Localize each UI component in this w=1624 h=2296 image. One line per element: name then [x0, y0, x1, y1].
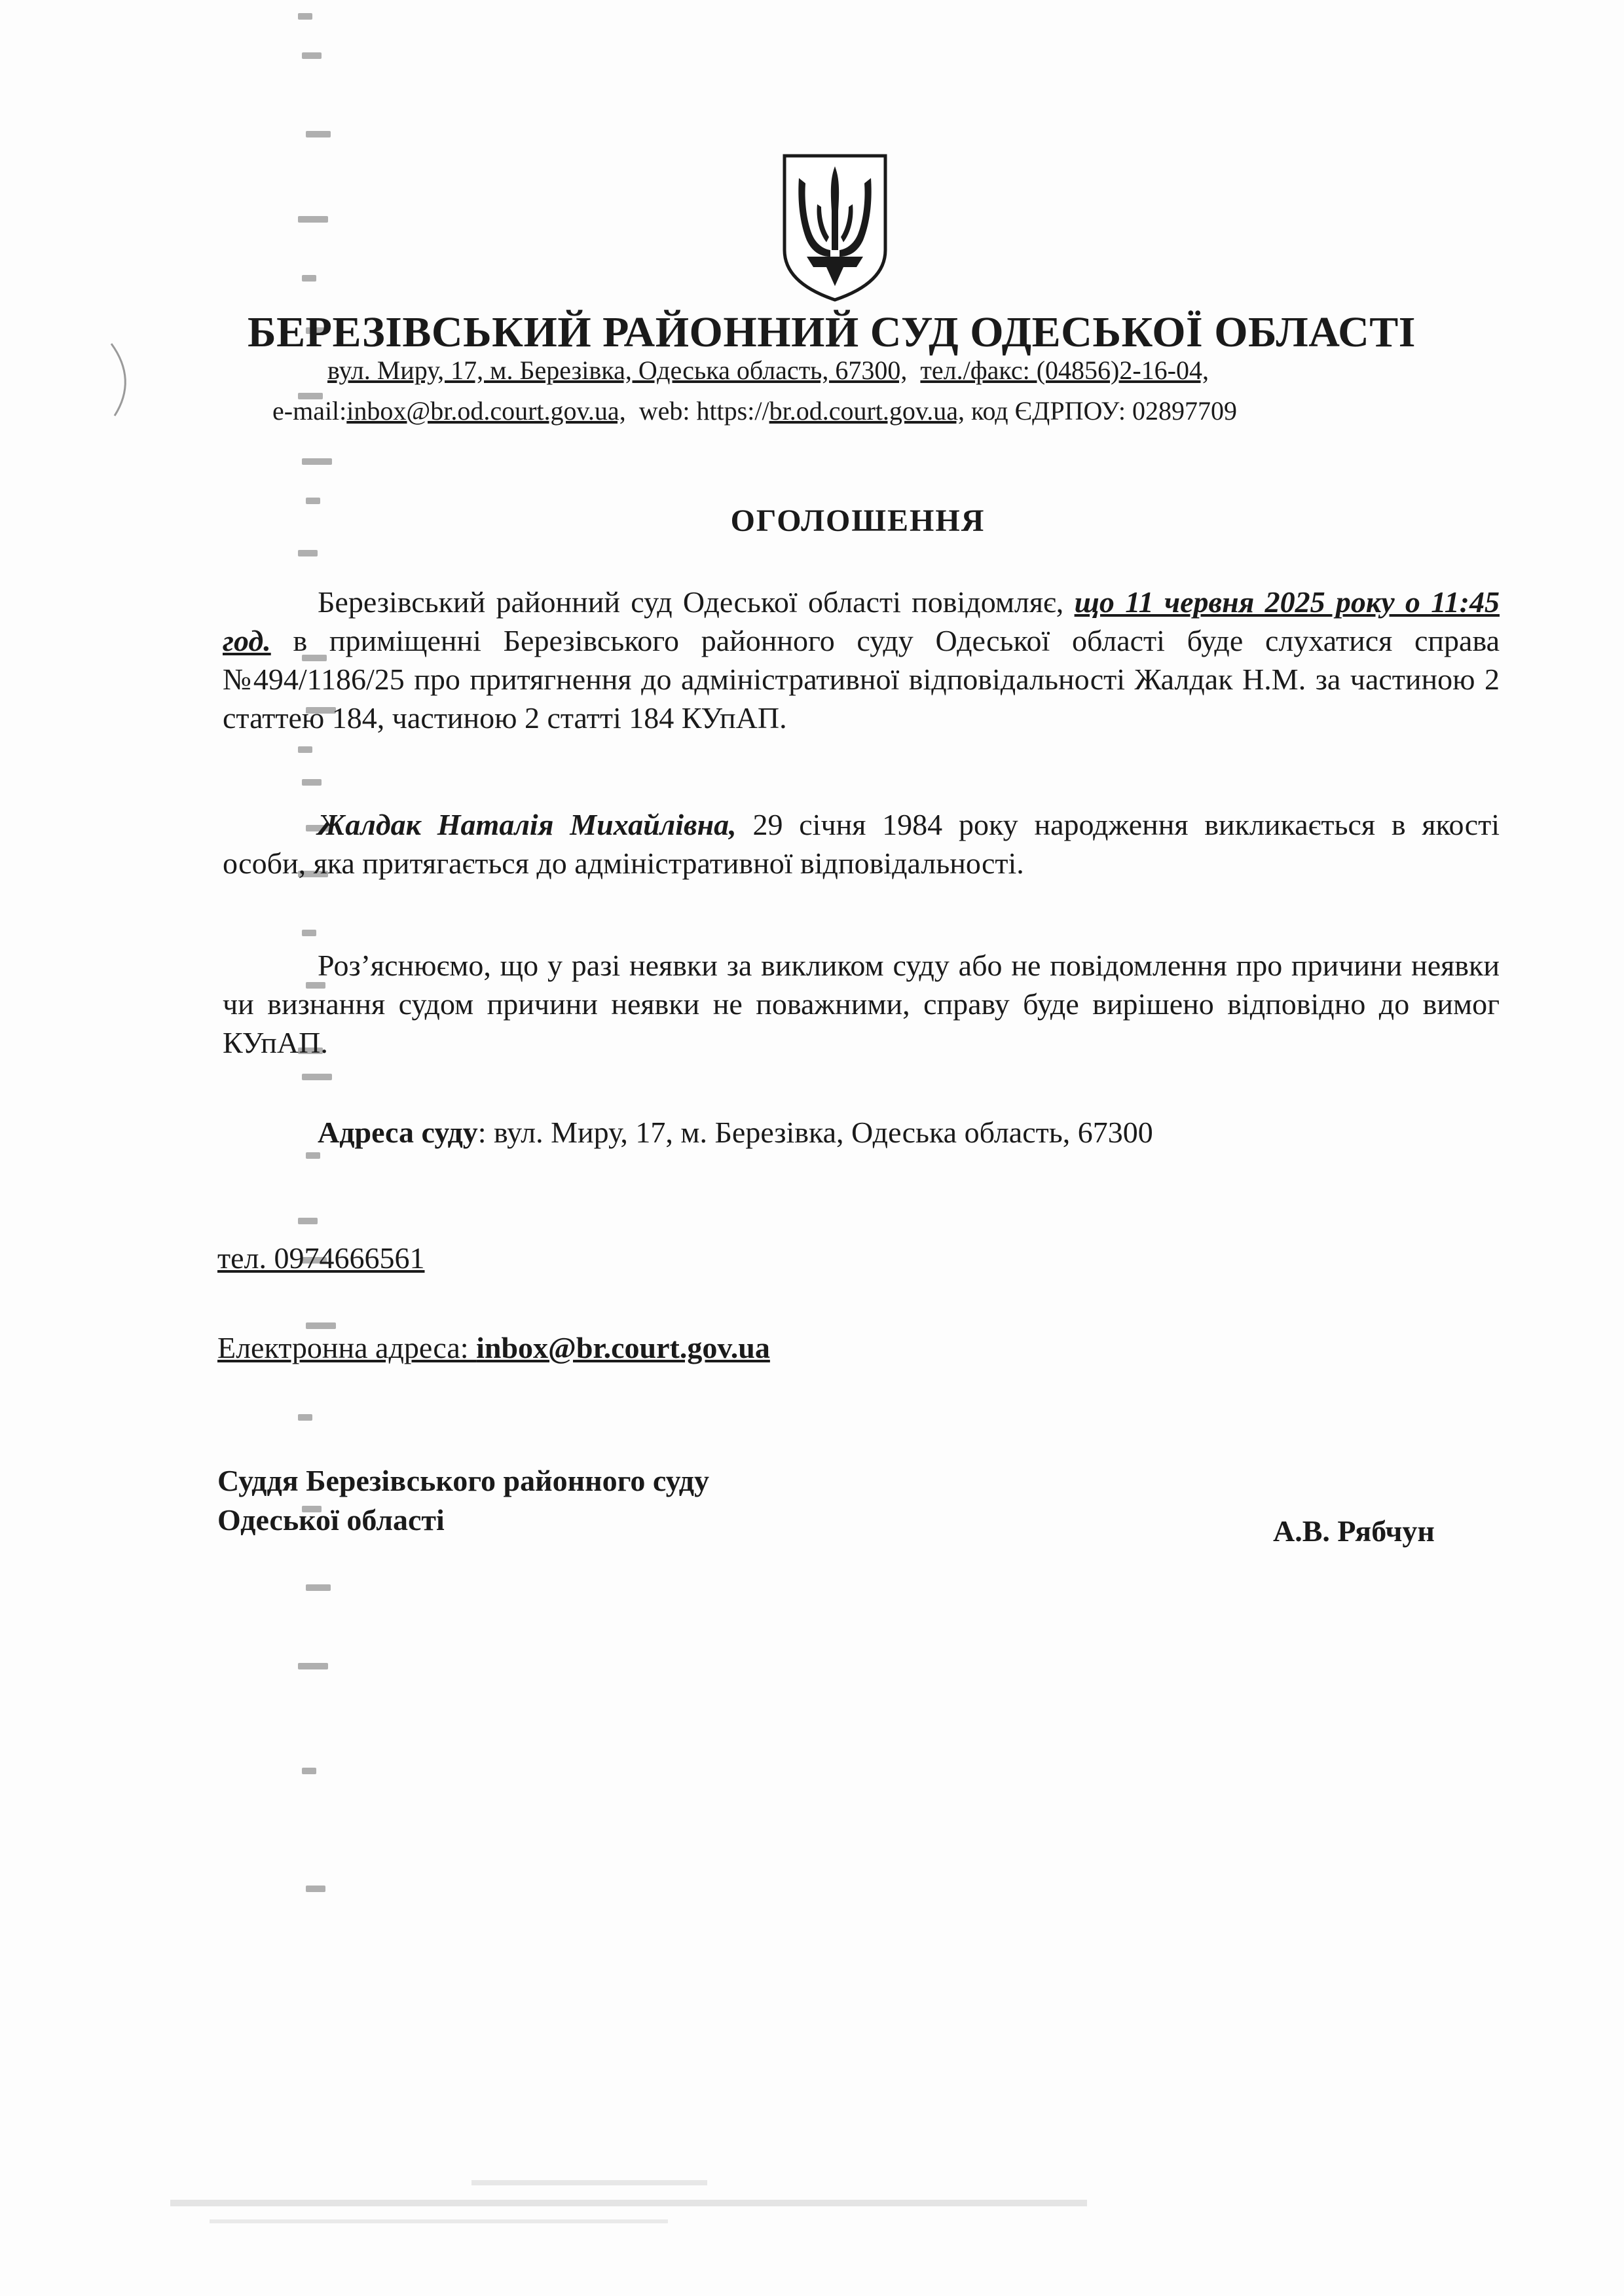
court-address: вул. Миру, 17, м. Березівка, Одеська область, 67300, [327, 355, 908, 385]
scan-artifact-mark [298, 1218, 318, 1224]
scan-artifact-mark [298, 550, 318, 556]
notice-paragraph-address [223, 1113, 1500, 1152]
notice-paragraph-explanation: Роз’яснюємо, що у разі неявки за викликом суду або не повідомлення про причини неявки чи визнання судом причини неявки не поважними, справу буде вирішено відповідно до вимог КУпАП. [223, 949, 1500, 1059]
scan-artifact-mark [302, 779, 322, 786]
court-online-contacts [272, 395, 1237, 426]
scan-artifact-mark [298, 216, 328, 223]
email-prefix: e-mail: [272, 396, 347, 426]
court-email-link[interactable]: inbox@br.od.court.gov.ua, [346, 396, 626, 426]
hearing-intro: Березівський районний суд Одеської області повідомляє, [318, 585, 1075, 619]
scan-artifact-mark [302, 1768, 316, 1774]
notice-title: ОГОЛОШЕННЯ [730, 503, 986, 538]
scan-artifact-mark [298, 746, 312, 753]
court-address-line [327, 355, 1209, 386]
contact-email-line [217, 1330, 770, 1365]
address-label: Адреса суду [318, 1116, 478, 1149]
judge-name: А.В. Рябчун [1273, 1514, 1435, 1548]
summoned-person-details: 29 січня 1984 року народження викликається в якості особи, яка притягається до адміністративної відповідальності. [223, 808, 1500, 880]
court-website-link[interactable]: br.od.court.gov.ua, [769, 396, 965, 426]
notice-paragraph-summoned [223, 805, 1500, 883]
scan-artifact-mark [302, 275, 316, 282]
hearing-details: в приміщенні Березівського районного суду Одеської області буде слухатися справа №494/1186/25 про притягнення до адміністративної відповідальності Жалдак Н.М. за частиною 2 статтею 184, частиною 2 статті 184 КУпАП. [223, 624, 1500, 735]
hearing-date: що 11 червня 2025 року о 11:45 год. [223, 585, 1500, 657]
judge-position-line1: Суддя Березівського районного суду [217, 1464, 710, 1497]
scan-artifact-mark [306, 1584, 331, 1591]
scan-artifact-mark [306, 1152, 320, 1159]
judge-position-line2: Одеської області [217, 1503, 445, 1537]
address-value: : вул. Миру, 17, м. Березівка, Одеська область, 67300 [477, 1116, 1153, 1149]
email-label: Електронна адреса: [217, 1331, 477, 1364]
scan-artifact-mark [306, 131, 331, 137]
scan-artifact-mark [302, 458, 332, 465]
contact-email-link[interactable]: inbox@br.court.gov.ua [476, 1331, 770, 1364]
faint-footer-stamp [79, 2167, 1126, 2239]
edrpou-code: код ЄДРПОУ: 02897709 [971, 396, 1238, 426]
scan-artifact-mark [302, 930, 316, 936]
judge-position [217, 1461, 709, 1540]
trident-coat-of-arms-icon [779, 152, 891, 304]
contact-phone: тел. 0974666561 [217, 1241, 425, 1275]
web-prefix: web: https:// [638, 396, 769, 426]
summoned-person-name: Жалдак Наталія Михайлівна, [318, 808, 737, 841]
scan-artifact-mark [298, 1663, 328, 1669]
court-name: БЕРЕЗІВСЬКИЙ РАЙОННИЙ СУД ОДЕСЬКОЇ ОБЛАСТІ [248, 308, 1416, 356]
notice-paragraph-hearing [223, 583, 1500, 737]
scan-artifact-mark [302, 52, 322, 59]
scan-artifact-mark [306, 1322, 336, 1329]
court-phone-fax: тел./факс: (04856)2-16-04, [920, 355, 1209, 385]
scan-artifact-mark [306, 1886, 325, 1892]
scan-artifact-mark [302, 1074, 332, 1080]
scan-artifact-mark [298, 1414, 312, 1421]
scan-artifact-mark [298, 13, 312, 20]
